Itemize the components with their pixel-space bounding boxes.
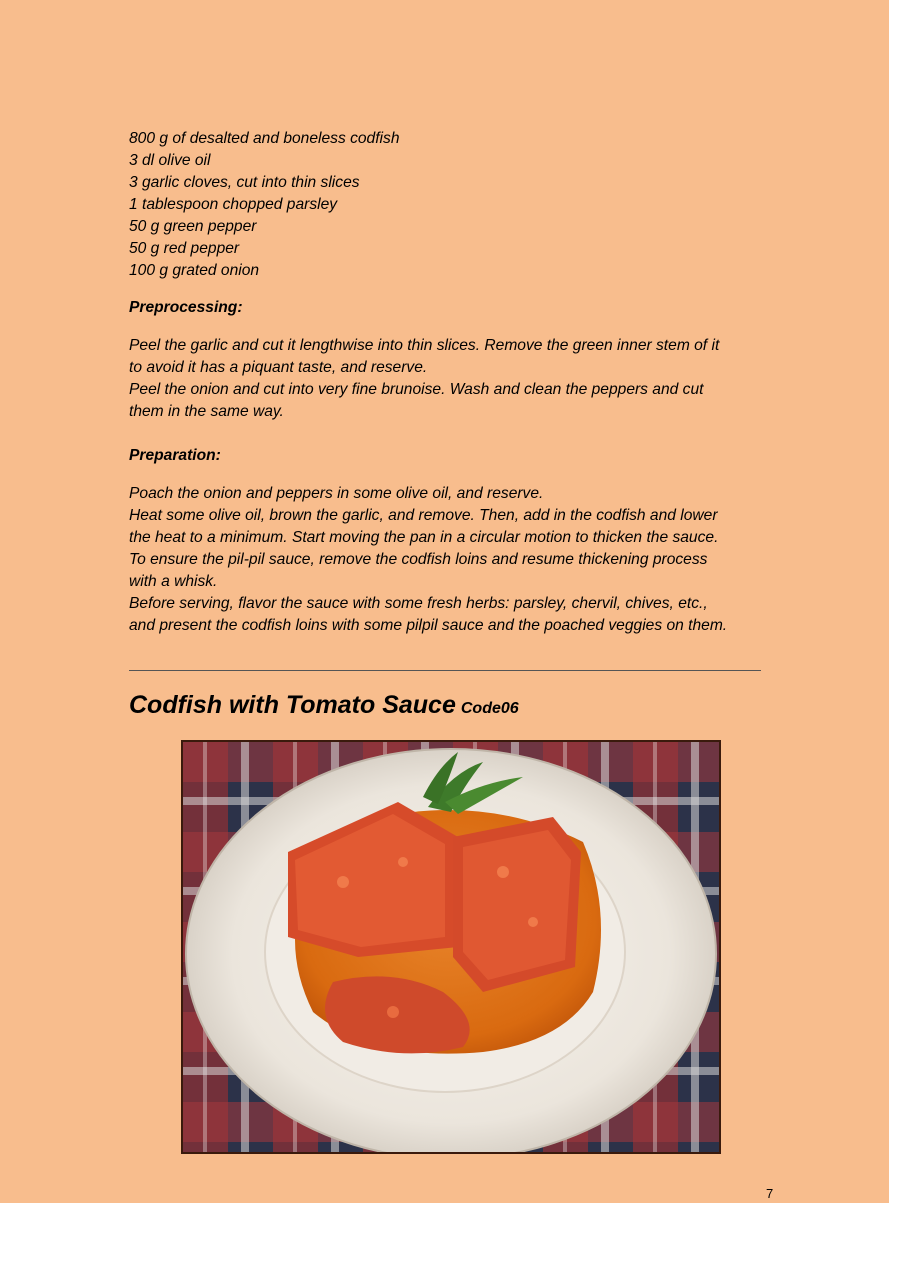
recipe-title xyxy=(129,691,519,720)
recipe-code: Code06 xyxy=(460,700,519,717)
recipe-text xyxy=(129,128,789,637)
preparation-text xyxy=(129,483,789,637)
ingredient-item: 100 g grated onion xyxy=(129,262,260,279)
preparation-heading: Preparation: xyxy=(129,447,221,464)
preprocessing-heading: Preprocessing: xyxy=(129,299,243,316)
section-divider xyxy=(129,670,761,671)
dish-photo xyxy=(181,740,721,1154)
recipe-title-text: Codfish with Tomato Sauce xyxy=(129,691,456,719)
text-line: with a whisk. xyxy=(129,573,218,590)
text-line: Peel the garlic and cut it lengthwise into thin slices. Remove the green inner stem of it xyxy=(129,337,720,354)
text-line: and present the codfish loins with some pilpil sauce and the poached veggies on them. xyxy=(129,617,728,634)
text-line: Peel the onion and cut into very fine brunoise. Wash and clean the peppers and cut xyxy=(129,381,704,398)
page-number: 7 xyxy=(766,1186,774,1201)
text-line: them in the same way. xyxy=(129,403,284,420)
text-line: to avoid it has a piquant taste, and reserve. xyxy=(129,359,428,376)
text-line: Before serving, flavor the sauce with some fresh herbs: parsley, chervil, chives, etc., xyxy=(129,595,708,612)
ingredient-item: 50 g red pepper xyxy=(129,240,240,257)
text-line: the heat to a minimum. Start moving the pan in a circular motion to thicken the sauce. xyxy=(129,529,719,546)
text-line: To ensure the pil-pil sauce, remove the codfish loins and resume thickening process xyxy=(129,551,708,568)
preprocessing-text xyxy=(129,335,789,423)
text-line: Poach the onion and peppers in some olive oil, and reserve. xyxy=(129,485,544,502)
ingredient-item: 50 g green pepper xyxy=(129,218,257,235)
text-line: Heat some olive oil, brown the garlic, and remove. Then, add in the codfish and lower xyxy=(129,507,718,524)
ingredient-item: 3 dl olive oil xyxy=(129,152,211,169)
ingredient-item: 800 g of desalted and boneless codfish xyxy=(129,130,400,147)
ingredient-list xyxy=(129,128,789,282)
ingredient-item: 1 tablespoon chopped parsley xyxy=(129,196,338,213)
ingredient-item: 3 garlic cloves, cut into thin slices xyxy=(129,174,360,191)
